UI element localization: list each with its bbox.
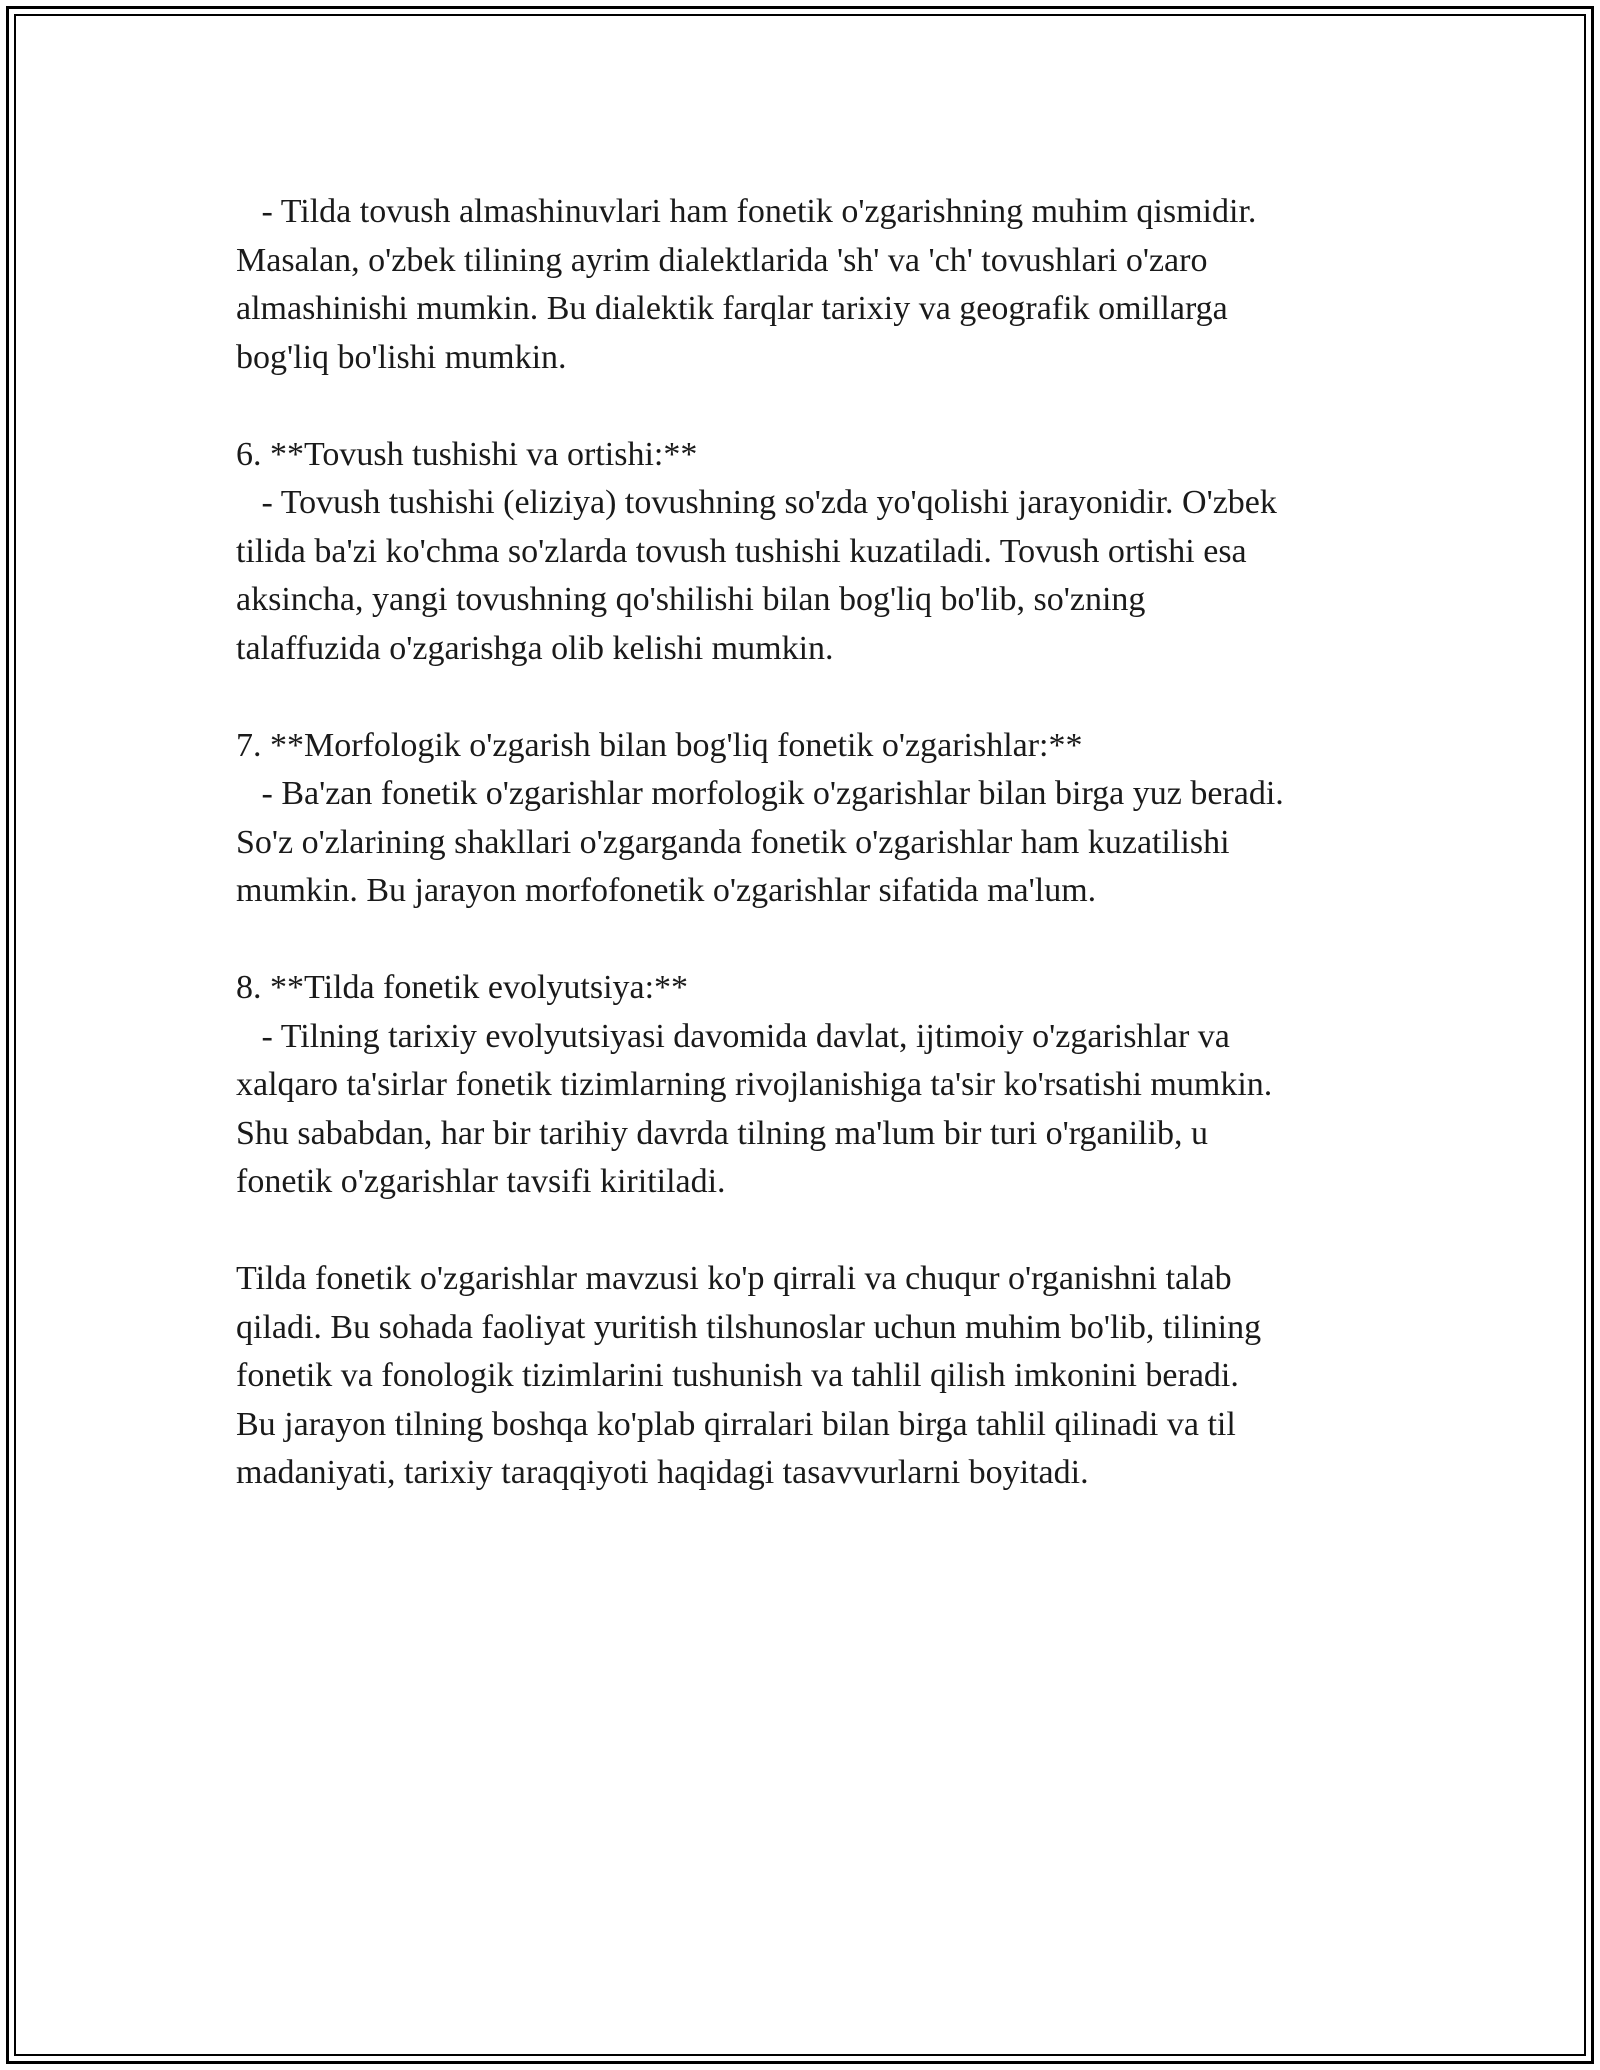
text-line: madaniyati, tarixiy taraqqiyoti haqidagi tasavvurlarni boyitadi.	[236, 1454, 1089, 1491]
text-line: So'z o'zlarining shakllari o'zgarganda fonetik o'zgarishlar ham kuzatilishi	[236, 823, 1230, 861]
text-line: - Tilda tovush almashinuvlari ham fonetik o'zgarishning muhim qismidir.	[236, 193, 1257, 230]
text-line: qiladi. Bu sohada faoliyat yuritish tilshunoslar uchun muhim bo'lib, tilining	[236, 1308, 1262, 1346]
text-line: tilida ba'zi ko'chma so'zlarda tovush tushishi kuzatiladi. Tovush ortishi esa	[236, 532, 1247, 570]
document-body	[236, 188, 1436, 1498]
text-line: fonetik va fonologik tizimlarini tushunish va tahlil qilish imkonini beradi.	[236, 1357, 1239, 1394]
section-8-phonetic-evolution	[236, 964, 1436, 1207]
section-heading: 8. **Tilda fonetik evolyutsiya:**	[236, 969, 689, 1006]
text-line: - Tilning tarixiy evolyutsiyasi davomida davlat, ijtimoiy o'zgarishlar va	[236, 1017, 1230, 1055]
text-line: Shu sababdan, har bir tarihiy davrda tilning ma'lum bir turi o'rganilib, u	[236, 1114, 1208, 1152]
section-7-morphological-phonetic-changes	[236, 722, 1436, 916]
text-line: - Ba'zan fonetik o'zgarishlar morfologik o'zgarishlar bilan birga yuz beradi.	[236, 775, 1284, 812]
text-line: bog'liq bo'lishi mumkin.	[236, 338, 567, 376]
text-line: aksincha, yangi tovushning qo'shilishi bilan bog'liq bo'lib, so'zning	[236, 581, 1146, 618]
text-line: - Tovush tushishi (eliziya) tovushning so'zda yo'qolishi jarayonidir. O'zbek	[236, 484, 1277, 521]
text-line: fonetik o'zgarishlar tavsifi kiritiladi.	[236, 1163, 726, 1200]
section-heading: 7. **Morfologik o'zgarish bilan bog'liq fonetik o'zgarishlar:**	[236, 726, 1083, 764]
text-line: Tilda fonetik o'zgarishlar mavzusi ko'p qirrali va chuqur o'rganishni talab	[236, 1260, 1232, 1297]
section-6-sound-loss-and-addition	[236, 431, 1436, 674]
text-line: talaffuzida o'zgarishga olib kelishi mumkin.	[236, 629, 834, 667]
section-heading: 6. **Tovush tushishi va ortishi:**	[236, 435, 698, 473]
text-line: almashinishi mumkin. Bu dialektik farqlar tarixiy va geografik omillarga	[236, 290, 1228, 327]
text-line: mumkin. Bu jarayon morfofonetik o'zgarishlar sifatida ma'lum.	[236, 872, 1097, 909]
text-line: xalqaro ta'sirlar fonetik tizimlarning rivojlanishiga ta'sir ko'rsatishi mumkin.	[236, 1066, 1273, 1103]
paragraph-sound-alternation	[236, 188, 1436, 382]
conclusion-paragraph	[236, 1255, 1436, 1498]
text-line: Bu jarayon tilning boshqa ko'plab qirralari bilan birga tahlil qilinadi va til	[236, 1405, 1236, 1443]
text-line: Masalan, o'zbek tilining ayrim dialektlarida 'sh' va 'ch' tovushlari o'zaro	[236, 241, 1208, 279]
